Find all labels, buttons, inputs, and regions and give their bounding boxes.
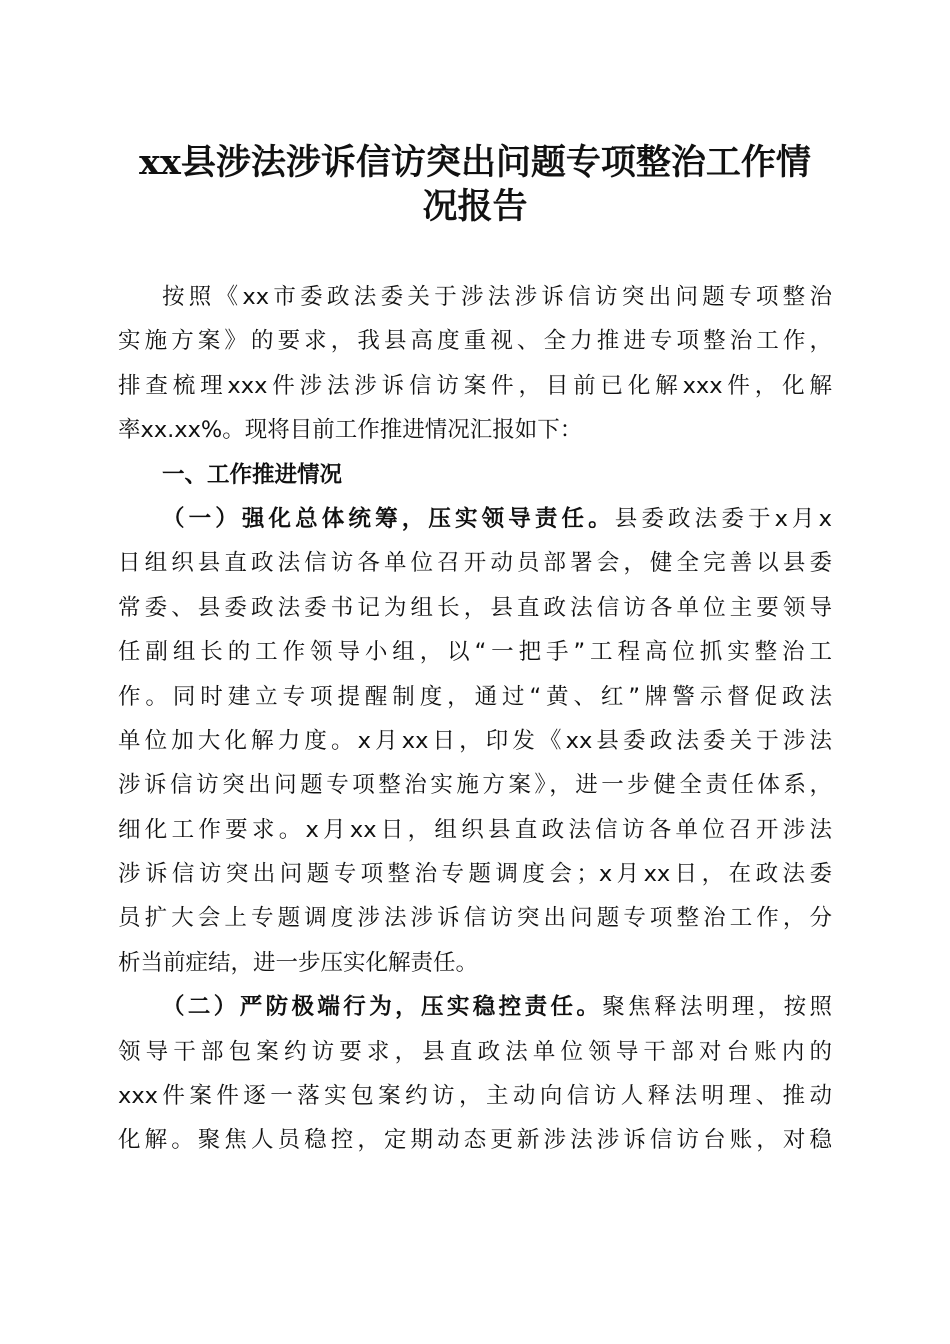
document-title-line-2: 况报告 (422, 186, 528, 227)
paragraph-1-line: 任副组长的工作领导小组，以“一把手”工程高位抓实整治工 (118, 639, 832, 666)
intro-line: 率xx.xx%。现将目前工作推进情况汇报如下： (118, 417, 583, 444)
paragraph-1-line: 涉诉信访突出问题专项整治专题调度会；x月xx日，在政法委 (118, 861, 832, 888)
paragraph-1-lead: （一）强化总体统筹，压实领导责任。 (162, 505, 615, 532)
paragraph-1-line: 员扩大会上专题调度涉法涉诉信访突出问题专项整治工作，分 (118, 905, 832, 932)
paragraph-1-line: 单位加大化解力度。x月xx日，印发《xx县委政法委关于涉法 (118, 727, 832, 754)
paragraph-2-line: 领导干部包案约访要求，县直政法单位领导干部对台账内的 (118, 1038, 832, 1065)
intro-line: 实施方案》的要求，我县高度重视、全力推进专项整治工作， (118, 328, 832, 355)
document-title-line-1: xx县涉法涉诉信访突出问题专项整治工作情 (139, 142, 811, 183)
section-heading: 一、工作推进情况 (162, 461, 343, 488)
paragraph-1-line: 涉诉信访突出问题专项整治实施方案》，进一步健全责任体系， (118, 772, 832, 799)
paragraph-1-first-rest: 县委政法委于x月x (614, 505, 832, 532)
intro-line: 排查梳理xxx件涉法涉诉信访案件，目前已化解xxx件，化解 (118, 372, 832, 399)
paragraph-2-first-line (118, 985, 832, 1029)
paragraph-1-first-line (118, 497, 832, 541)
paragraph-2-first-rest: 聚焦释法明理，按照 (602, 994, 832, 1021)
paragraph-1-line: 细化工作要求。x月xx日，组织县直政法信访各单位召开涉法 (118, 816, 832, 843)
paragraph-1-line: 作。同时建立专项提醒制度，通过“黄、红”牌警示督促政法 (118, 683, 832, 710)
document-body (118, 275, 832, 1163)
paragraph-1-line: 析当前症结，进一步压实化解责任。 (118, 949, 479, 976)
paragraph-1-line: 日组织县直政法信访各单位召开动员部署会，健全完善以县委 (118, 550, 832, 577)
paragraph-1-line: 常委、县委政法委书记为组长，县直政法信访各单位主要领导 (118, 594, 832, 621)
paragraph-2-line: 化解。聚焦人员稳控，定期动态更新涉法涉诉信访台账，对稳 (118, 1127, 832, 1154)
paragraph-2-line: xxx件案件逐一落实包案约访，主动向信访人释法明理、推动 (118, 1083, 832, 1110)
paragraph-2-lead: （二）严防极端行为，压实稳控责任。 (162, 994, 603, 1021)
intro-line: 按照《xx市委政法委关于涉法涉诉信访突出问题专项整治 (162, 284, 832, 310)
